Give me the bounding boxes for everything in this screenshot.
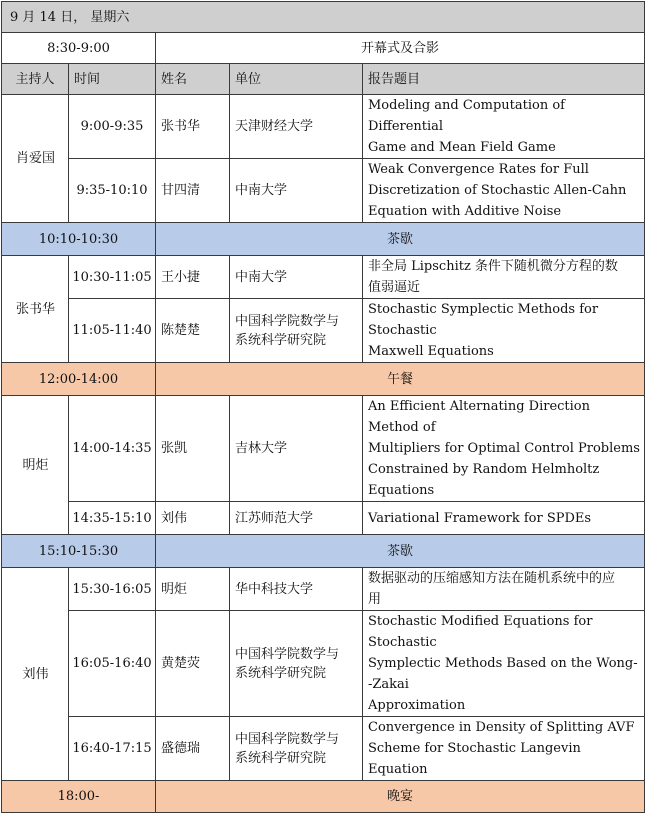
talk-speaker: 张书华 xyxy=(156,95,230,159)
talk-speaker: 黄楚荧 xyxy=(156,611,230,717)
affiliation-line: 系统科学研究院 xyxy=(235,332,327,348)
talk-speaker: 陈楚楚 xyxy=(156,299,230,363)
break-time: 18:00- xyxy=(2,781,156,813)
talk-speaker: 甘四清 xyxy=(156,159,230,223)
opening-row xyxy=(2,33,645,64)
affiliation-line: 中国科学院数学与 xyxy=(235,313,340,329)
affiliation-line: 中南大学 xyxy=(235,269,288,285)
title-line: Maxwell Equations xyxy=(368,344,494,359)
break-time: 12:00-14:00 xyxy=(2,363,156,396)
title-line: Game and Mean Field Game xyxy=(368,140,556,155)
opening-time: 8:30-9:00 xyxy=(2,33,156,64)
talk-time: 9:00-9:35 xyxy=(69,95,156,159)
break-label: 午餐 xyxy=(156,363,645,396)
talk-affiliation xyxy=(230,159,363,223)
title-line: An Efficient Alternating Direction Method of xyxy=(368,399,590,435)
talk-row xyxy=(2,159,645,223)
talk-row xyxy=(2,299,645,363)
talk-title xyxy=(363,95,645,159)
col-host: 主持人 xyxy=(2,64,69,95)
title-line: Scheme for Stochastic Langevin Equation xyxy=(368,741,581,777)
talk-row xyxy=(2,611,645,717)
session-host: 刘伟 xyxy=(2,568,69,781)
title-line: Stochastic Symplectic Methods for Stochastic xyxy=(368,302,599,338)
title-line: 非全局 Lipschitz 条件下随机微分方程的数 xyxy=(368,259,618,274)
talk-title xyxy=(363,502,645,535)
session-host: 张书华 xyxy=(2,256,69,363)
talk-affiliation xyxy=(230,396,363,502)
talk-time: 10:30-11:05 xyxy=(69,256,156,299)
talk-speaker: 张凯 xyxy=(156,396,230,502)
column-header-row xyxy=(2,64,645,95)
title-line: Stochastic Modified Equations for Stochastic xyxy=(368,614,593,650)
break-row xyxy=(2,781,645,813)
talk-row xyxy=(2,568,645,611)
title-line: Symplectic Methods Based on the Wong--Zakai xyxy=(368,656,638,692)
talk-speaker: 明炬 xyxy=(156,568,230,611)
title-line: Approximation xyxy=(368,698,466,713)
talk-time: 14:00-14:35 xyxy=(69,396,156,502)
talk-title xyxy=(363,159,645,223)
opening-label: 开幕式及合影 xyxy=(156,33,645,64)
title-line: Weak Convergence Rates for Full xyxy=(368,162,589,177)
affiliation-line: 中国科学院数学与 xyxy=(235,731,340,747)
talk-row xyxy=(2,717,645,781)
break-row xyxy=(2,223,645,256)
session-host: 肖爱国 xyxy=(2,95,69,223)
talk-row xyxy=(2,256,645,299)
affiliation-line: 华中科技大学 xyxy=(235,581,314,597)
affiliation-line: 天津财经大学 xyxy=(235,119,314,134)
affiliation-line: 吉林大学 xyxy=(235,441,288,456)
talk-title xyxy=(363,611,645,717)
title-line: Variational Framework for SPDEs xyxy=(368,510,592,526)
day-header-row xyxy=(2,2,645,33)
title-line: Equation with Additive Noise xyxy=(368,204,562,219)
title-line: Convergence in Density of Splitting AVF xyxy=(368,720,635,735)
talk-affiliation xyxy=(230,256,363,299)
talk-speaker: 刘伟 xyxy=(156,502,230,535)
talk-time: 16:40-17:15 xyxy=(69,717,156,781)
talk-time: 14:35-15:10 xyxy=(69,502,156,535)
session-host: 明炬 xyxy=(2,396,69,535)
break-label: 晚宴 xyxy=(156,781,645,813)
talk-row xyxy=(2,502,645,535)
break-label: 茶歇 xyxy=(156,223,645,256)
talk-title xyxy=(363,299,645,363)
affiliation-line: 中国科学院数学与 xyxy=(235,646,340,662)
talk-time: 16:05-16:40 xyxy=(69,611,156,717)
talk-speaker: 盛德瑞 xyxy=(156,717,230,781)
day-header: 9 月 14 日， 星期六 xyxy=(2,2,645,33)
talk-speaker: 王小捷 xyxy=(156,256,230,299)
title-line: 值弱逼近 xyxy=(368,280,421,295)
title-line: Discretization of Stochastic Allen-Cahn xyxy=(368,183,627,198)
talk-time: 11:05-11:40 xyxy=(69,299,156,363)
talk-affiliation xyxy=(230,299,363,363)
col-affiliation: 单位 xyxy=(230,64,363,95)
title-line: Multipliers for Optimal Control Problems xyxy=(368,441,640,456)
title-line: Modeling and Computation of Differential xyxy=(368,98,565,134)
talk-affiliation xyxy=(230,568,363,611)
title-line: 数据驱动的压缩感知方法在随机系统中的应 xyxy=(368,571,616,586)
col-speaker: 姓名 xyxy=(156,64,230,95)
talk-row xyxy=(2,95,645,159)
col-title: 报告题目 xyxy=(363,64,645,95)
break-row xyxy=(2,535,645,568)
talk-title xyxy=(363,396,645,502)
talk-affiliation xyxy=(230,611,363,717)
title-line: 用 xyxy=(368,592,382,607)
talk-title xyxy=(363,717,645,781)
affiliation-line: 系统科学研究院 xyxy=(235,665,327,681)
title-line: Constrained by Random Helmholtz Equations xyxy=(368,462,600,498)
talk-affiliation xyxy=(230,717,363,781)
break-row xyxy=(2,363,645,396)
talk-time: 9:35-10:10 xyxy=(69,159,156,223)
schedule-table xyxy=(1,1,645,813)
affiliation-line: 江苏师范大学 xyxy=(235,510,314,526)
break-time: 10:10-10:30 xyxy=(2,223,156,256)
talk-time: 15:30-16:05 xyxy=(69,568,156,611)
col-time: 时间 xyxy=(69,64,156,95)
talk-title xyxy=(363,568,645,611)
talk-affiliation xyxy=(230,95,363,159)
talk-row xyxy=(2,396,645,502)
talk-title xyxy=(363,256,645,299)
break-time: 15:10-15:30 xyxy=(2,535,156,568)
affiliation-line: 中南大学 xyxy=(235,183,288,198)
talk-affiliation xyxy=(230,502,363,535)
affiliation-line: 系统科学研究院 xyxy=(235,750,327,766)
break-label: 茶歇 xyxy=(156,535,645,568)
